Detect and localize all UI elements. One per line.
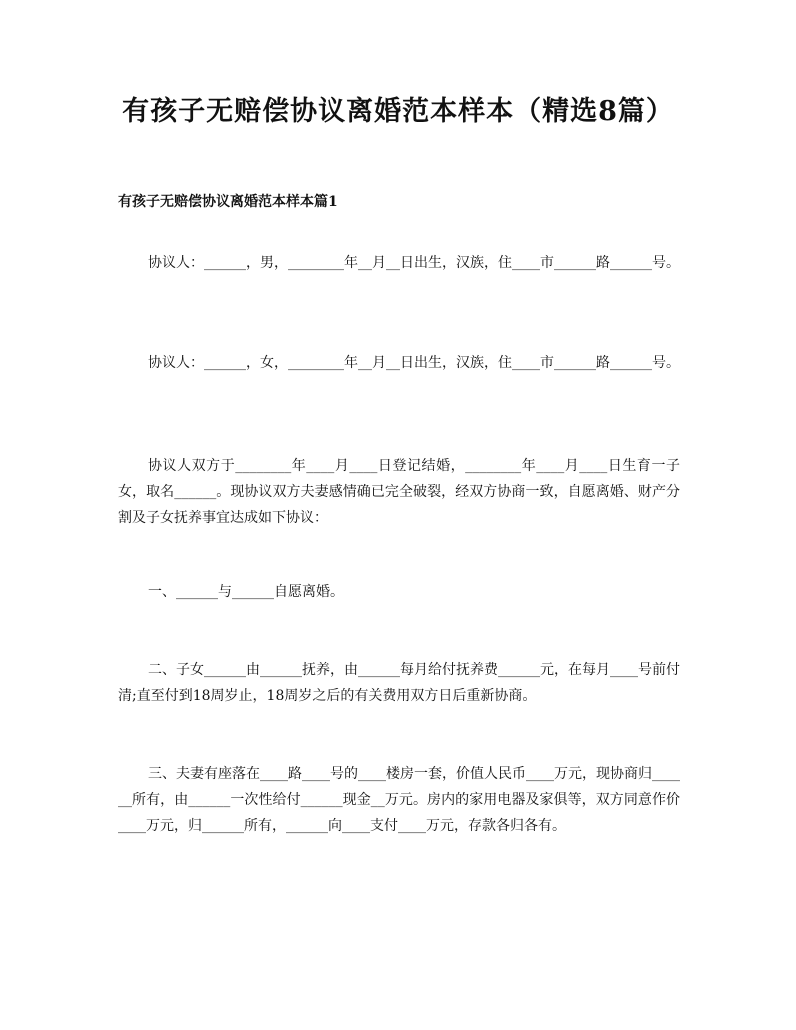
paragraph-clause-1: 一、______与______自愿离婚。 [148,584,344,600]
paragraph-clause-2: 二、子女______由______抚养，由______每月给付抚养费______元，在每月____号前付清;直至付到18周岁止，18周岁之后的有关费用双方日后重新协商。 [118,662,680,704]
paragraph-clause-3: 三、夫妻有座落在____路____号的____楼房一套，价值人民币____万元，现协商归______所有，由______一次性给付______现金__万元。房内的家用电器及家俱等，双方同意作价____万元，归______所有，______向____支付____万元，存款各归各有。 [118,766,680,834]
document-title: 有孩子无赔偿协议离婚范本样本（精选8篇） [122,96,674,127]
section-heading: 有孩子无赔偿协议离婚范本样本篇1 [118,194,338,210]
paragraph-marriage-info: 协议人双方于________年____月____日登记结婚，________年____月____日生育一子女，取名______。现协议双方夫妻感情确已完全破裂，经双方协商一致，自愿离婚、财产分割及子女抚养事宜达成如下协议： [118,458,680,526]
paragraph-party-female: 协议人：______，女，________年__月__日出生，汉族，住____市______路______号。 [148,355,680,371]
paragraph-party-male: 协议人：______，男，________年__月__日出生，汉族，住____市______路______号。 [148,255,680,271]
